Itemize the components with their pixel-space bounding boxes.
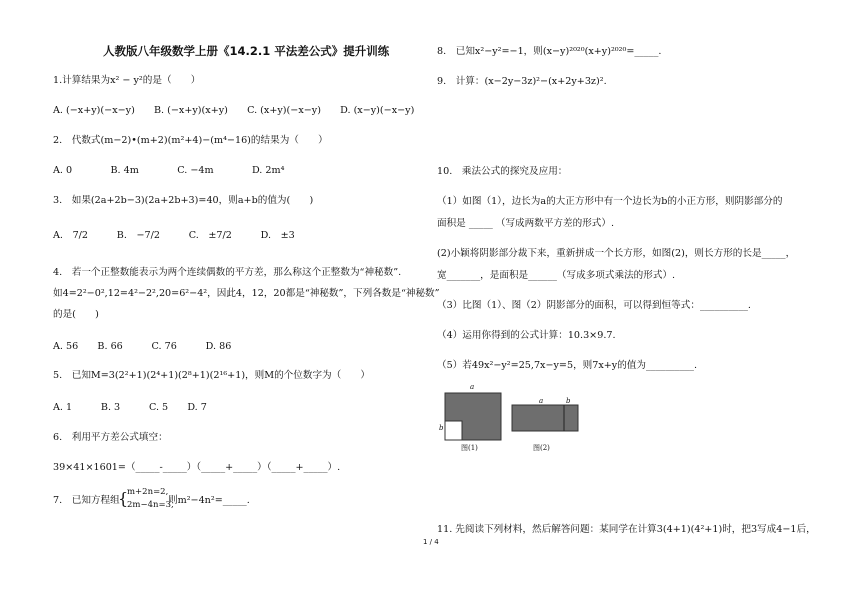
question-2: 2. 代数式(m−2)•(m+2)(m²+4)−(m⁴−16)的结果为（ ） [53,135,328,146]
page-number: 1 / 4 [423,538,439,546]
question-6: 6. 利用平方差公式填空： [53,432,168,443]
figure-1-caption: 图(1) [461,444,478,452]
question-6-fill: 39×41×1601=（_____-_____）（_____+_____）（_____+_____）. [53,462,341,473]
question-1: 1.计算结果为x² − y²的是（ ） [53,75,201,86]
question-4-line-3: 的是( ) [53,309,99,320]
figure-2-label-b: b [566,397,571,405]
figure-2 [509,394,589,454]
question-5-options: A. 1 B. 3 C. 5 D. 7 [53,402,207,413]
question-7-equation-1: m+2n=2, [127,487,169,497]
question-7-equation-2: 2m−4n=3, [127,500,174,510]
question-4-line-1: 4. 若一个正整数能表示为两个连续偶数的平方差，那么称这个正整数为“神秘数”. [53,267,402,278]
figure-1 [439,384,509,454]
question-1-options: A. (−x+y)(−x−y) B. (−x+y)(x+y) C. (x+y)(−x−y) D. (x−y)(−x−y) [53,105,415,116]
question-10-part-4: （4）运用你得到的公式计算：10.3×9.7. [437,330,616,341]
system-brace: { [118,489,129,508]
question-10-part-1b: 面积是 _____ （写成两数平方差的形式）. [437,218,615,229]
worksheet-title: 人教版八年级数学上册《14.2.1 平法差公式》提升训练 [103,44,390,58]
question-11: 11. 先阅读下列材料，然后解答问题：某同学在计算3(4+1)(4²+1)时，把3写成4−1后， [437,524,816,535]
question-4-line-2: 如4=2²−0²,12=4²−2²,20=6²−4²，因此4，12，20都是“神秘数”，下列各数是“神秘数” [53,288,440,299]
question-9: 9. 计算：(x−2y−3z)²−(x+2y+3z)². [437,76,607,87]
question-3-options: A. 7/2 B. −7/2 C. ±7/2 D. ±3 [53,230,295,241]
question-7-prefix: 7. 已知方程组 [53,495,120,506]
question-10-part-5: （5）若49x²−y²=25,7x−y=5，则7x+y的值为__________. [437,360,698,371]
question-10-part-1a: （1）如图（1），边长为a的大正方形中有一个边长为b的小正方形，则阴影部分的 [437,196,783,207]
figure-2-rectangle-diagram [509,394,589,439]
question-4-options: A. 56 B. 66 C. 76 D. 86 [53,341,232,352]
question-10-part-3: （3）比图（1）、图（2）阴影部分的面积，可以得到恒等式：__________. [437,300,751,311]
question-10: 10. 乘法公式的探究及应用： [437,166,568,177]
figure-1-label-a: a [470,383,475,391]
figure-2-caption: 图(2) [533,444,550,452]
question-5: 5. 已知M=3(2²+1)(2⁴+1)(2⁸+1)(2¹⁶+1)，则M的个位数字为（ ） [53,370,371,381]
question-7-suffix: 则m²−4n²=_____. [168,495,250,506]
question-10-part-2a: (2)小颖将阴影部分裁下来，重新拼成一个长方形，如图(2)，则长方形的长是_____， [437,248,796,259]
question-3: 3. 如果(2a+2b−3)(2a+2b+3)=40，则a+b的值为( ) [53,195,314,206]
figure-2-label-a: a [539,397,544,405]
question-2-options: A. 0 B. 4m C. −4m D. 2m⁴ [53,165,285,176]
question-10-part-2b: 宽_______，是面积是______（写成多项式乘法的形式）. [437,270,676,281]
question-8: 8. 已知x²−y²=−1，则(x−y)²⁰²⁰(x+y)²⁰²⁰=_____. [437,46,662,57]
figure-1-label-b: b [439,424,444,432]
